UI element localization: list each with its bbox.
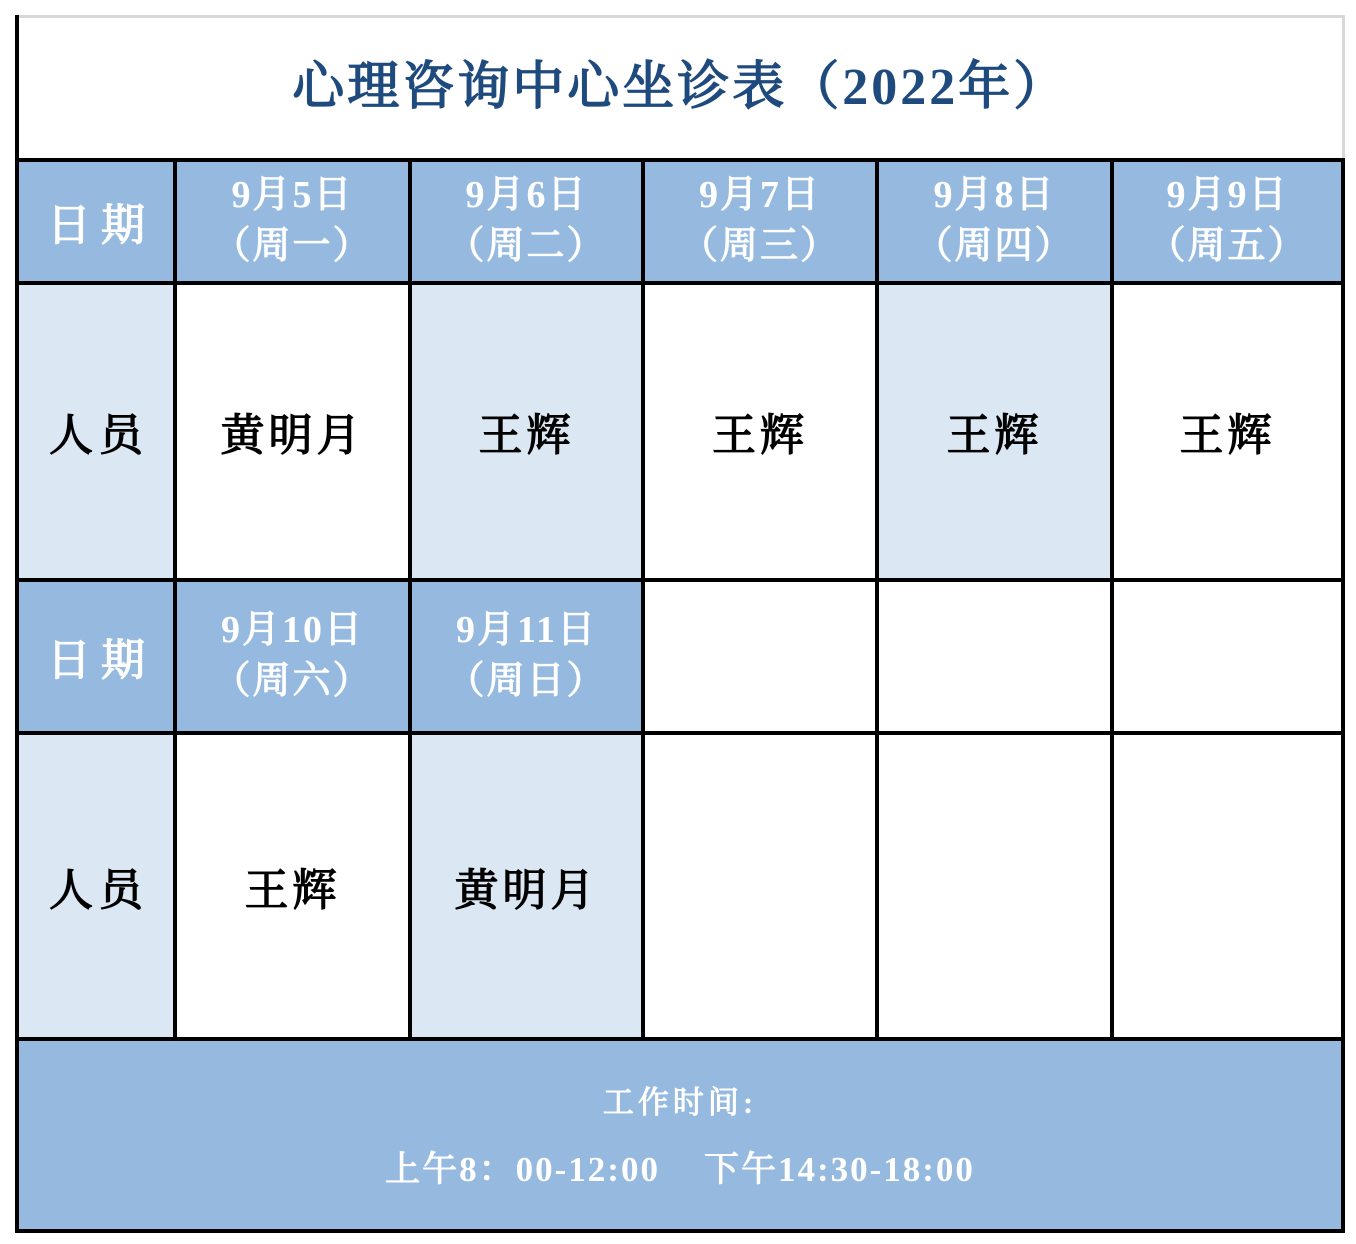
staff-name: 王辉 (244, 865, 341, 915)
week2-day-0-header-cell (175, 580, 410, 733)
date-text: 9月6日 (465, 173, 588, 216)
week2-day-1-staff-cell (410, 733, 643, 1039)
staff-row-label: 人员 (49, 411, 149, 460)
week2-day-3-staff-cell (877, 733, 1112, 1039)
weekday-text: （周日） (446, 660, 607, 702)
week2-staff-row-label-cell (17, 733, 175, 1039)
staff-row-label: 人员 (49, 865, 149, 915)
staff-name: 黄明月 (454, 865, 599, 915)
duty-schedule-table (15, 15, 1345, 1233)
date-text: 9月5日 (231, 173, 354, 216)
weekday-text: （周二） (446, 225, 607, 267)
week2-day-1-header-cell (410, 580, 643, 733)
weekday-text: （周四） (914, 225, 1075, 267)
week2-day-0-staff-cell (175, 733, 410, 1039)
staff-name: 黄明月 (220, 411, 365, 460)
week1-day-0-header-cell (175, 160, 410, 283)
title-cell (17, 17, 1343, 160)
weekday-text: （周六） (212, 660, 373, 702)
week1-day-4-header-cell (1112, 160, 1343, 283)
week1-day-3-staff-cell (877, 283, 1112, 580)
working-hours-block (19, 1077, 1341, 1192)
weekday-text: （周三） (679, 225, 840, 267)
week1-day-0-staff-cell (175, 283, 410, 580)
week2-day-4-header-cell (1112, 580, 1343, 733)
week1-day-3-header-cell (877, 160, 1112, 283)
week1-day-1-header-cell (410, 160, 643, 283)
staff-name: 王辉 (712, 411, 808, 460)
date-text: 9月11日 (456, 608, 597, 651)
week2-day-4-staff-cell (1112, 733, 1343, 1039)
staff-name: 王辉 (478, 411, 575, 460)
week1-day-2-header-cell (643, 160, 877, 283)
week1-day-2-staff-cell (643, 283, 877, 580)
working-hours-cell (17, 1039, 1343, 1231)
weekday-text: （周五） (1147, 225, 1308, 267)
week2-date-row-label-cell (17, 580, 175, 733)
date-row-label: 日期 (47, 201, 155, 250)
staff-name: 王辉 (1179, 411, 1276, 460)
page-title: 心理咨询中心坐诊表（2022年） (292, 59, 1069, 117)
date-text: 9月8日 (933, 173, 1056, 216)
week1-day-4-staff-cell (1112, 283, 1343, 580)
week2-day-2-header-cell (643, 580, 877, 733)
working-hours-times (385, 1142, 975, 1192)
weekday-text: （周一） (212, 225, 373, 267)
working-hours-heading: 工作时间: (602, 1085, 758, 1120)
date-text: 9月7日 (698, 173, 821, 216)
morning-hours: 上午8：00-12:00 (385, 1150, 660, 1189)
date-text: 9月9日 (1166, 173, 1289, 216)
week2-day-2-staff-cell (643, 733, 877, 1039)
week1-day-1-staff-cell (410, 283, 643, 580)
date-row-label: 日期 (47, 636, 155, 685)
afternoon-hours: 下午14:30-18:00 (703, 1150, 975, 1189)
week2-day-3-header-cell (877, 580, 1112, 733)
date-text: 9月10日 (220, 608, 364, 651)
week1-staff-row-label-cell (17, 283, 175, 580)
staff-name: 王辉 (946, 411, 1043, 460)
week1-date-row-label-cell (17, 160, 175, 283)
